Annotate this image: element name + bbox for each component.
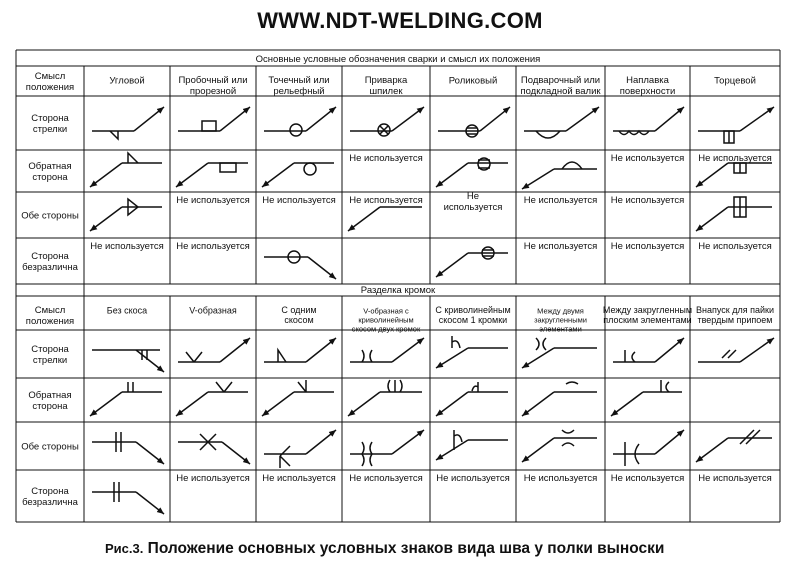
column-header: Угловой — [109, 75, 145, 87]
not-used-label: Не используется — [523, 195, 598, 206]
arrow-line — [696, 207, 728, 231]
column-header: Пробочный или — [178, 75, 248, 86]
arrow-line — [740, 107, 774, 131]
arrow-line — [306, 107, 336, 131]
column-header: элементами — [539, 324, 582, 334]
not-used-label: Не используется — [610, 473, 685, 484]
arrow-line — [220, 107, 250, 131]
column-header: Точечный или — [268, 75, 330, 86]
row-label: Сторона — [31, 251, 69, 262]
table-title: Основные условные обозначения сварки и смысл их положения — [255, 54, 541, 65]
column-header: подкладной валик — [520, 86, 601, 97]
not-used-label: используется — [443, 202, 503, 213]
arrow-line — [348, 392, 380, 416]
position-header: Смысл — [34, 305, 66, 316]
arrow-line — [696, 163, 728, 187]
row-label: Обратная — [28, 390, 72, 401]
arrow-line — [611, 392, 643, 416]
arrow-line — [522, 169, 554, 189]
arrow-line — [655, 107, 684, 131]
column-header: V-образная — [189, 305, 237, 316]
row-label: стрелки — [32, 124, 68, 135]
row-label: Обратная — [28, 161, 72, 172]
arrow-line — [308, 257, 336, 279]
weld-symbol — [566, 382, 578, 384]
position-header: положения — [25, 316, 75, 327]
arrow-line — [90, 163, 122, 187]
arrow-line — [176, 163, 208, 187]
column-header: Между двумя — [537, 306, 584, 316]
arrow-line — [222, 442, 250, 464]
weld-symbol — [110, 131, 118, 139]
weld-symbol — [278, 350, 286, 362]
arrow-line — [136, 492, 164, 514]
not-used-label: Не — [466, 191, 480, 202]
not-used-label: Не используется — [436, 473, 510, 484]
position-header: положения — [25, 82, 75, 93]
weld-symbol — [562, 162, 582, 169]
column-header: скосом 1 кромки — [438, 315, 508, 325]
arrow-line — [436, 348, 468, 368]
not-used-label: Не используется — [698, 153, 772, 164]
arrow-line — [655, 430, 684, 454]
column-header: поверхности — [619, 86, 676, 97]
caption-text: Положение основных условных знаков вида шва у полки выноски — [147, 540, 665, 557]
not-used-label: Не используется — [176, 241, 250, 252]
column-header: закругленными — [534, 315, 587, 325]
not-used-label: Не используется — [610, 195, 685, 206]
caption-prefix: Рис.3. — [105, 541, 144, 556]
weld-symbol — [142, 350, 147, 360]
column-header: Наплавка — [626, 75, 669, 86]
site-title: WWW.NDT-WELDING.COM — [257, 8, 543, 33]
weld-symbol — [202, 121, 216, 131]
not-used-label: Не используется — [698, 241, 772, 252]
arrow-line — [262, 163, 294, 187]
not-used-label: Не используется — [523, 473, 598, 484]
figure-caption — [105, 540, 664, 558]
weld-symbol — [536, 338, 546, 350]
not-used-label: Не используется — [610, 241, 685, 252]
column-header: шпилек — [369, 86, 403, 97]
column-header: скосом — [284, 315, 314, 325]
column-header: Подварочный или — [520, 75, 601, 86]
row-label: сторона — [32, 401, 68, 412]
arrow-line — [176, 392, 208, 416]
weld-symbol — [216, 382, 232, 392]
row-label: Обе стороны — [21, 441, 79, 453]
not-used-label: Не используется — [698, 473, 772, 484]
not-used-label: Не используется — [262, 195, 336, 206]
row-label: стрелки — [32, 355, 68, 366]
column-header: С криволинейным — [435, 305, 511, 315]
column-header: криволинейным — [358, 315, 414, 325]
arrow-line — [90, 207, 122, 231]
section-title-edges: Разделка кромок — [360, 285, 436, 296]
column-header: Без скоса — [106, 305, 148, 316]
not-used-label: Не используется — [610, 153, 685, 164]
weld-symbol — [661, 380, 669, 392]
arrow-line — [740, 338, 774, 362]
row-label: безразлична — [22, 497, 78, 508]
weld-symbol — [380, 126, 388, 134]
arrow-line — [136, 442, 164, 464]
row-label: безразлична — [22, 262, 78, 273]
arrow-line — [220, 338, 250, 362]
weld-symbol — [186, 352, 202, 362]
column-header: Роликовый — [448, 75, 498, 87]
position-header: Смысл — [34, 71, 66, 82]
arrow-line — [696, 438, 728, 462]
column-header: рельефный — [273, 86, 325, 97]
column-header: Торцевой — [714, 75, 756, 87]
weld-symbol — [362, 350, 372, 362]
weld-symbol — [472, 382, 478, 392]
arrow-line — [136, 350, 164, 372]
not-used-label: Не используется — [349, 153, 423, 164]
row-label: сторона — [32, 172, 68, 183]
arrow-line — [262, 392, 294, 416]
row-label: Сторона — [31, 113, 69, 124]
weld-symbol — [536, 131, 560, 138]
arrow-line — [480, 107, 510, 131]
arrow-line — [306, 430, 336, 454]
row-label: Обе стороны — [21, 210, 79, 222]
weld-symbol — [280, 446, 290, 468]
weld-symbol — [388, 380, 402, 392]
arrow-line — [522, 438, 554, 462]
column-header: твердым припоем — [697, 315, 773, 325]
arrow-line — [655, 338, 684, 362]
weld-symbol — [128, 153, 138, 163]
arrow-line — [134, 107, 164, 131]
arrow-line — [90, 392, 122, 416]
arrow-line — [436, 163, 468, 187]
arrow-line — [306, 338, 336, 362]
arrow-line — [436, 253, 468, 277]
column-header: V-образная с — [363, 306, 409, 316]
weld-symbol — [452, 336, 460, 348]
arrow-line — [392, 338, 424, 362]
weld-symbol — [740, 430, 760, 444]
weld-symbol — [478, 160, 490, 168]
arrow-line — [522, 392, 554, 416]
arrow-line — [566, 107, 599, 131]
weld-symbol — [298, 380, 306, 392]
weld-symbol — [722, 350, 736, 358]
weld-symbol — [304, 163, 316, 175]
weld-symbol — [625, 350, 635, 362]
not-used-label: Не используется — [176, 195, 250, 206]
row-label: Сторона — [31, 486, 69, 497]
not-used-label: Не используется — [176, 473, 250, 484]
not-used-label: Не используется — [349, 195, 423, 206]
weld-symbol — [290, 124, 302, 136]
arrow-line — [436, 392, 468, 416]
column-header: скосом двух кромок — [351, 324, 421, 334]
column-header: прорезной — [189, 86, 237, 97]
not-used-label: Не используется — [90, 241, 164, 252]
not-used-label: Не используется — [523, 241, 598, 252]
column-header: Между закругленным — [602, 305, 693, 315]
weld-symbol — [220, 163, 236, 172]
column-header: плоским элементами — [603, 315, 692, 325]
column-header: Приварка — [364, 75, 408, 86]
column-header: Внапуск для пайки — [696, 305, 774, 315]
arrow-line — [522, 348, 554, 368]
arrow-line — [392, 430, 424, 454]
arrow-line — [436, 440, 468, 460]
row-label: Сторона — [31, 344, 69, 355]
arrow-line — [348, 207, 380, 231]
not-used-label: Не используется — [262, 473, 336, 484]
weld-symbol — [128, 382, 133, 392]
arrow-line — [392, 107, 424, 131]
not-used-label: Не используется — [349, 473, 423, 484]
column-header: С одним — [281, 305, 317, 315]
